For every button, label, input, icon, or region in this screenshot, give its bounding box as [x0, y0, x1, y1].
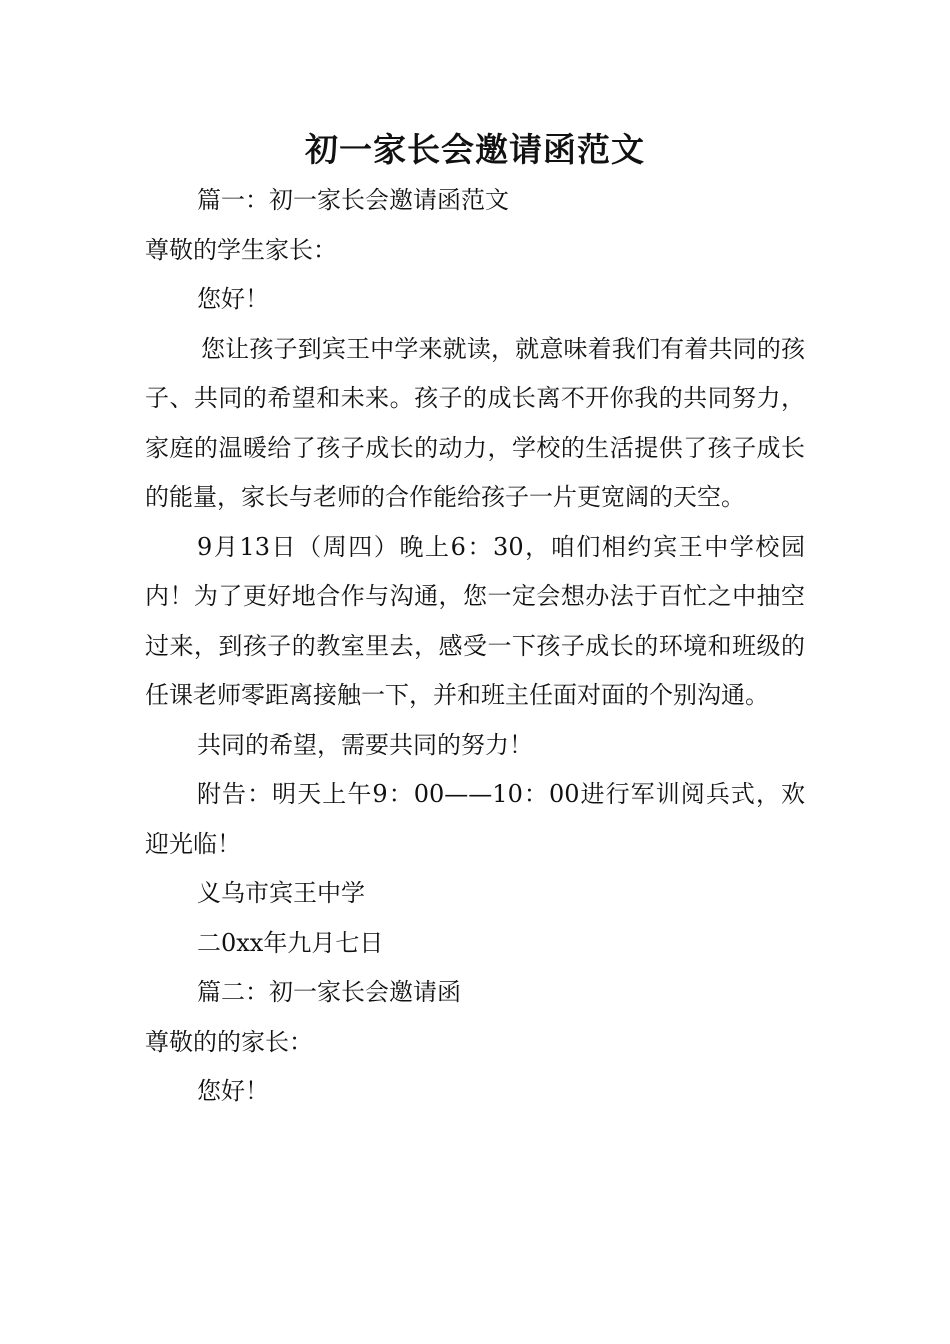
- section-heading-2: 篇二：初一家长会邀请函: [197, 978, 461, 1006]
- document-title: 初一家长会邀请函范文: [305, 130, 645, 169]
- document-body: [145, 176, 805, 1117]
- body-paragraph-1: 您让孩子到宾王中学来就读，就意味着我们有着共同的孩子、共同的希望和未来。孩子的成长离不开你我的共同努力，家庭的温暖给了孩子成长的动力，学校的生活提供了孩子成长的能量，家长与老师的合作能给孩子一片更宽阔的天空。: [145, 334, 805, 511]
- body-paragraph-2: 9月13日（周四）晚上6：30，咱们相约宾王中学校园内！为了更好地合作与沟通，您一定会想办法于百忙之中抽空过来，到孩子的教室里去，感受一下孩子成长的环境和班级的任课老师零距离接触一下，并和班主任面对面的个别沟通。: [145, 532, 805, 709]
- signature-school: 义乌市宾王中学: [197, 879, 365, 907]
- salutation-2: 尊敬的的家长：: [145, 1027, 313, 1056]
- section-heading-1: 篇一：初一家长会邀请函范文: [197, 186, 509, 214]
- body-paragraph-3: 共同的希望，需要共同的努力！: [197, 730, 533, 759]
- salutation-1: 尊敬的学生家长：: [145, 235, 337, 264]
- greeting-2: 您好！: [197, 1077, 269, 1105]
- signature-date: 二0xx年九月七日: [197, 928, 384, 957]
- notice-paragraph: 附告：明天上午9：00——10：00进行军训阅兵式，欢迎光临！: [145, 780, 805, 858]
- greeting-1: 您好！: [197, 285, 269, 313]
